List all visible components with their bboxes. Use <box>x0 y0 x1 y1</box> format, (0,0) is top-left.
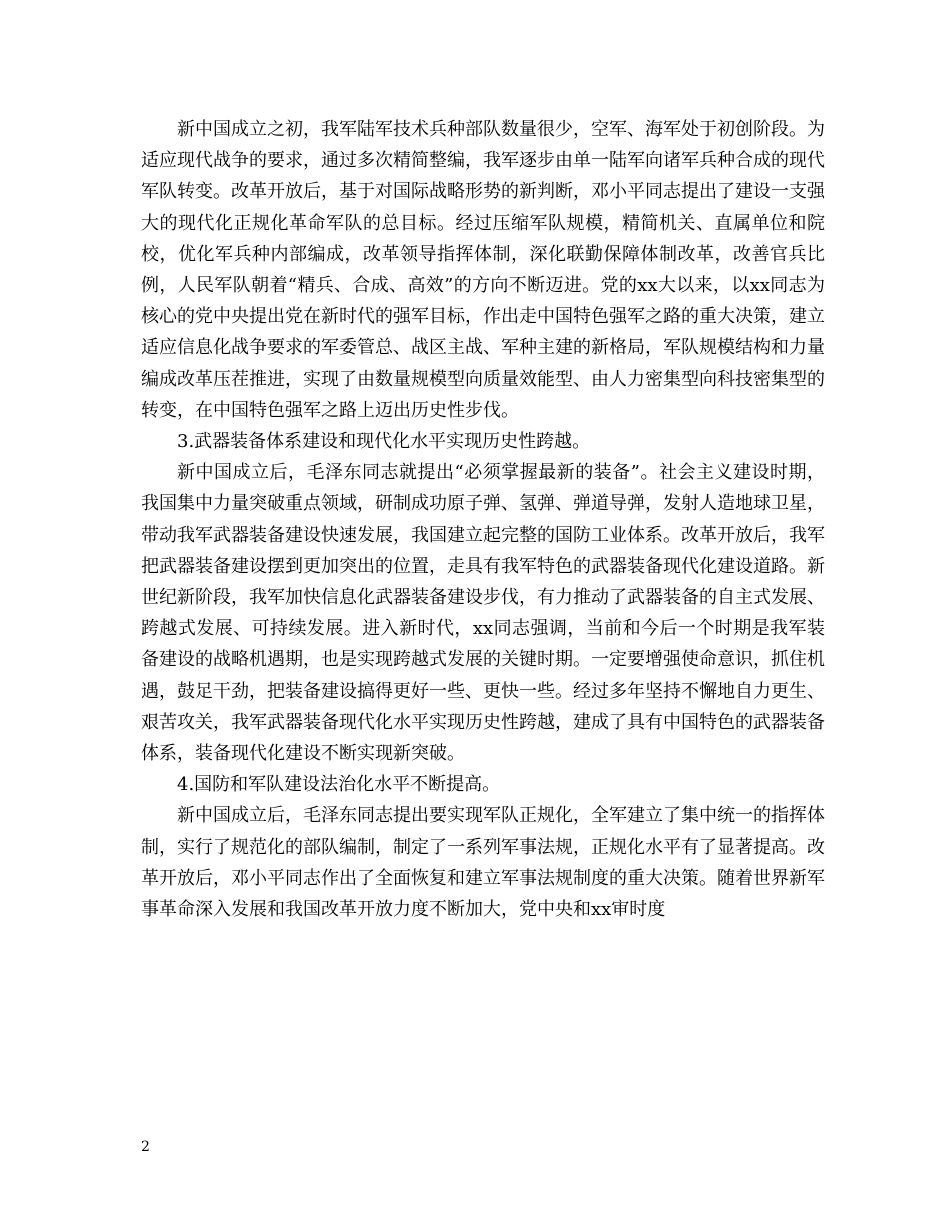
paragraph-rule-of-law: 新中国成立后，毛泽东同志提出要实现军队正规化，全军建立了集中统一的指挥体制，实行了规范化的部队编制，制定了一系列军事法规，正规化水平有了显著提高。改革开放后，邓小平同志作出了全面恢复和建立军事法规制度的重大决策。随着世界新军事革命深入发展和我国改革开放力度不断加大，党中央和xx审时度 <box>141 805 825 921</box>
paragraph-weapons-equipment: 新中国成立后，毛泽东同志就提出“必须掌握最新的装备”。社会主义建设时期，我国集中力量突破重点领域，研制成功原子弹、氢弹、弹道导弹，发射人造地球卫星，带动我军武器装备建设快速发展，我国建立起完整的国防工业体系。改革开放后，我军把武器装备建设摆到更加突出的位置，走具有我军特色的武器装备现代化建设道路。新世纪新阶段，我军加快信息化武器装备建设步伐，有力推动了武器装备的自主式发展、跨越式发展、可持续发展。进入新时代，xx同志强调，当前和今后一个时期是我军装备建设的战略机遇期，也是实现跨越式发展的关键时期。一定要增强使命意识，抓住机遇，鼓足干劲，把装备建设搞得更好一些、更快一些。经过多年坚持不懈地自力更生、艰苦攻关，我军武器装备现代化水平实现历史性跨越，建成了具有中国特色的武器装备体系，装备现代化建设不断实现新突破。 <box>141 462 825 765</box>
page-number: 2 <box>141 1139 150 1155</box>
paragraph-force-structure: 新中国成立之初，我军陆军技术兵种部队数量很少，空军、海军处于初创阶段。为适应现代战争的要求，通过多次精简整编，我军逐步由单一陆军向诸军兵种合成的现代军队转变。改革开放后，基于对国际战略形势的新判断，邓小平同志提出了建设一支强大的现代化正规化革命军队的总目标。经过压缩军队规模，精简机关、直属单位和院校，优化军兵种内部编成，改革领导指挥体制，深化联勤保障体制改革，改善官兵比例，人民军队朝着“精兵、合成、高效”的方向不断迈进。党的xx大以来，以xx同志为核心的党中央提出党在新时代的强军目标，作出走中国特色强军之路的重大决策，建立适应信息化战争要求的军委管总、战区主战、军种主建的新格局，军队规模结构和力量编成改革压茬推进，实现了由数量规模型向质量效能型、由人力密集型向科技密集型的转变，在中国特色强军之路上迈出历史性步伐。 <box>141 119 825 421</box>
heading-rule-of-law: 4.国防和军队建设法治化水平不断提高。 <box>177 774 501 796</box>
heading-weapons-equipment: 3.武器装备体系建设和现代化水平实现历史性跨越。 <box>177 431 591 453</box>
document-body <box>141 114 825 925</box>
